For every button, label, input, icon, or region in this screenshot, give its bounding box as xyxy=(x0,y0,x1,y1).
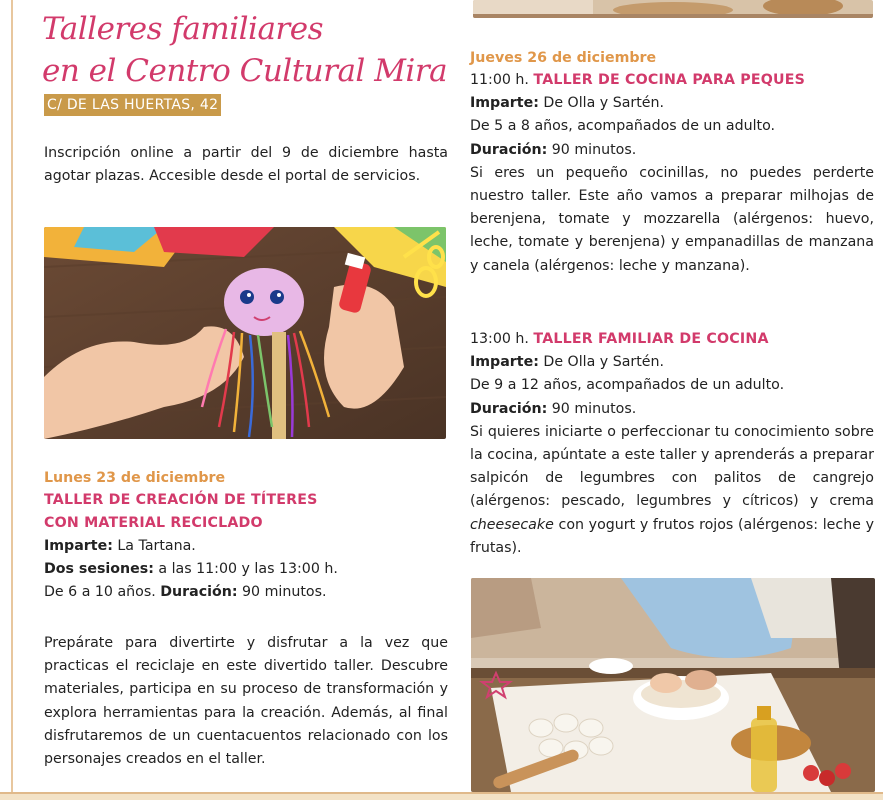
edad-duracion-line xyxy=(44,581,448,604)
imparte-value: La Tartana. xyxy=(117,538,196,554)
workshop-description: Si eres un pequeño cocinillas, no puedes perderte nuestro taller. Este año vamos a preparar milhojas de berenjena, tomate y mozzarella (alérgenos: huevo, leche, tomate y berenjena) y empanadillas de manzana y canela (alérgenos: leche y manzana). xyxy=(470,164,874,274)
edad-line: De 5 a 8 años, acompañados de un adulto. xyxy=(470,118,776,135)
duracion-value: 90 minutos. xyxy=(551,141,637,158)
workshop-heading-line-1: TALLER DE CREACIÓN DE TÍTERES xyxy=(44,492,318,508)
workshop-heading-line-2: CON MATERIAL RECICLADO xyxy=(44,515,263,531)
sesiones-value: a las 11:00 y las 13:00 h. xyxy=(158,561,338,578)
workshop-description xyxy=(470,421,874,560)
workshop-heading: TALLER FAMILIAR DE COCINA xyxy=(533,331,769,347)
time-heading-line xyxy=(470,328,874,351)
duracion-label: Duración: xyxy=(470,141,548,158)
duracion-line xyxy=(470,398,874,421)
duracion-value: 90 minutos. xyxy=(242,584,327,601)
description-italic: cheesecake xyxy=(470,516,554,533)
cooking-photo xyxy=(471,578,875,792)
imparte-line xyxy=(470,92,874,115)
imparte-value: De Olla y Sartén. xyxy=(543,354,665,371)
edad-value: De 6 a 10 años. xyxy=(44,584,156,601)
puppet-craft-photo xyxy=(44,227,446,439)
imparte-line xyxy=(470,351,874,374)
page-border-left xyxy=(11,0,13,792)
imparte-label: Imparte: xyxy=(44,538,113,554)
sesiones-label: Dos sesiones: xyxy=(44,561,154,578)
workshop-time: 11:00 h. xyxy=(470,72,529,88)
page-border-bottom xyxy=(0,792,883,800)
workshop-puppets-description: Prepárate para divertirte y disfrutar a la vez que practicas el reciclaje en este divertido taller. Descubre materiales, participa en su proceso de transformación y explora herramientas para la creación. Además, al final disfrutaremos de un cuentacuentos relacionado con los personajes creados en el taller. xyxy=(44,635,448,768)
workshop-heading: TALLER DE COCINA PARA PEQUES xyxy=(533,72,806,88)
title-line-2: en el Centro Cultural Mira xyxy=(42,53,448,89)
workshop-date: Lunes 23 de diciembre xyxy=(44,470,226,486)
duracion-label: Duración: xyxy=(160,584,238,601)
duracion-line xyxy=(470,139,874,162)
imparte-label: Imparte: xyxy=(470,354,539,371)
sesiones-line xyxy=(44,558,448,581)
title-line-1: Talleres familiares xyxy=(42,11,324,47)
imparte-label: Imparte: xyxy=(470,95,539,112)
workshop-cooking-kids xyxy=(470,47,874,278)
workshop-puppets xyxy=(44,467,448,605)
imparte-value: De Olla y Sartén. xyxy=(543,95,665,112)
edad-line: De 9 a 12 años, acompañados de un adulto. xyxy=(470,377,785,394)
duracion-label: Duración: xyxy=(470,400,548,417)
duracion-value: 90 minutos. xyxy=(551,400,637,417)
workshop-time: 13:00 h. xyxy=(470,331,529,347)
page-title xyxy=(42,8,462,92)
description-part-2: con yogurt y frutos rojos (alérgenos: leche y frutas). xyxy=(470,516,874,556)
address-badge: C/ DE LAS HUERTAS, 42 xyxy=(44,94,221,116)
kitchen-photo-top-strip xyxy=(473,0,873,18)
description-part-1: Si quieres iniciarte o perfeccionar tu conocimiento sobre la cocina, apúntate a este taller y aprenderás a preparar salpicón de legumbres con palitos de cangrejo (alérgenos: pescado, legumbres y cítricos) y crema xyxy=(470,423,874,510)
workshop-family-cooking xyxy=(470,328,874,560)
imparte-line xyxy=(44,535,448,558)
time-heading-line xyxy=(470,69,874,92)
workshop-date: Jueves 26 de diciembre xyxy=(470,50,657,66)
intro-paragraph: Inscripción online a partir del 9 de diciembre hasta agotar plazas. Accesible desde el portal de servicios. xyxy=(44,145,448,184)
